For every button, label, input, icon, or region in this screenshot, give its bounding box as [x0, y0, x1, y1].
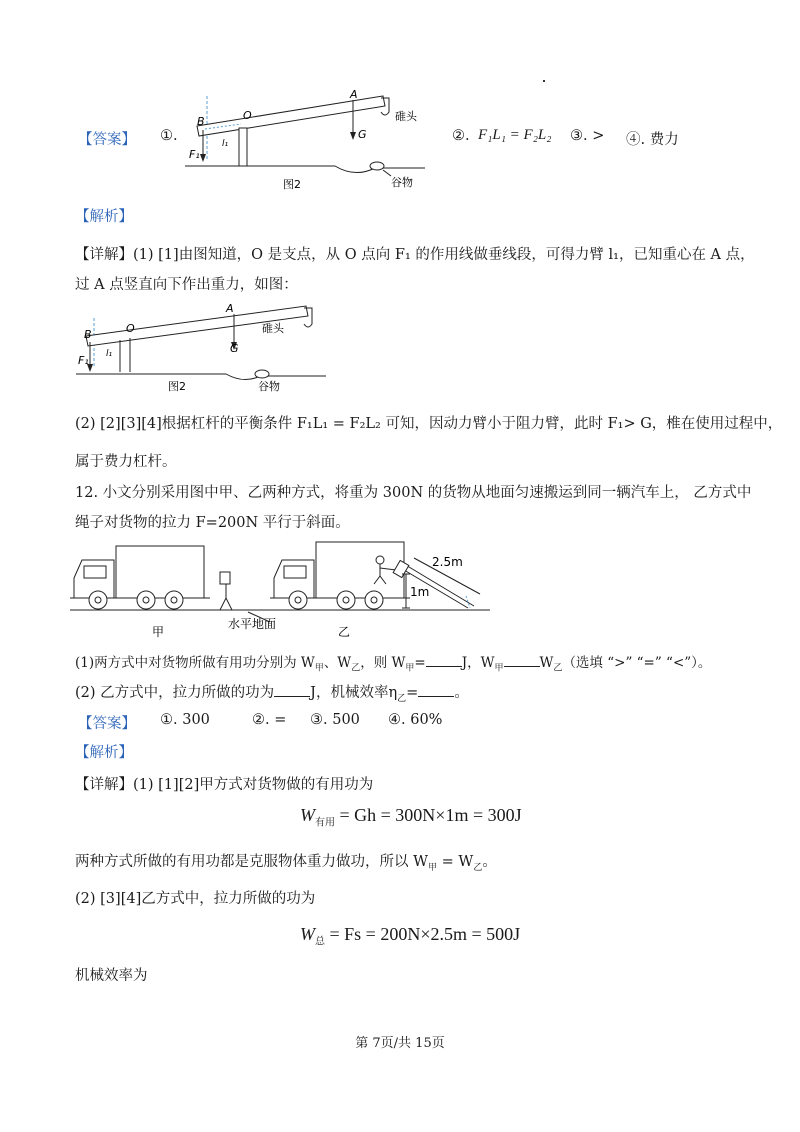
text2-a: 两种方式所做的有用功都是克服物体重力做功，所以 W: [75, 854, 429, 870]
eq1-rest: = Gh = 300N×1m = 300J: [335, 805, 522, 825]
sub2-b: J，机械效率η: [310, 685, 398, 701]
blank-1[interactable]: [426, 652, 462, 667]
fig2-label-A: A: [226, 302, 234, 315]
equation-total-work: [300, 924, 520, 948]
text2-jia: 甲: [428, 862, 438, 873]
sub2-d: 。: [454, 685, 469, 701]
sub1-jia: 甲: [314, 663, 324, 674]
q12-stem-line1: 12. 小文分别采用图中甲、乙两种方式，将重为 300N 的货物从地面匀速搬运到同一辆汽车上， 乙方式中: [75, 485, 752, 501]
fig-caption: 图2: [283, 178, 301, 191]
q12-sub2: [75, 682, 469, 709]
fig-label-O: O: [243, 109, 252, 122]
fig-length-label: 2.5m: [432, 555, 463, 569]
sub1-a: (1)两方式中对货物所做有用功分别为 W: [75, 655, 315, 671]
q12-text2: [75, 852, 497, 878]
eq1-w: W: [300, 805, 315, 825]
sub1-g: （选填 “>” “=” “<”）。: [562, 655, 712, 671]
sub2-yi: 乙: [397, 693, 407, 704]
fig-label-pestle: 碓头: [395, 110, 417, 123]
eq2-sub: 总: [315, 936, 325, 948]
blank-4[interactable]: [418, 682, 454, 697]
blank-2[interactable]: [504, 652, 540, 667]
stray-dot: [543, 80, 545, 82]
fig-height-label: 1m: [410, 585, 430, 599]
answer-4: ④. 费力: [626, 132, 679, 148]
q12-answer-4: ④. 60%: [388, 712, 443, 728]
sub1-yi-2: 乙: [553, 663, 563, 674]
lever-figure-detail: [76, 300, 326, 396]
sub1-d: =: [414, 655, 426, 671]
answer-label-top: 【答案】: [78, 132, 136, 148]
fig2-label-l1: l₁: [106, 349, 113, 359]
sub1-f: W: [539, 655, 554, 671]
sub1-jia-2: 甲: [405, 663, 415, 674]
fig-label-G: G: [358, 128, 367, 141]
eq1-sub: 有用: [315, 817, 335, 829]
q12-detail1: [75, 775, 373, 795]
q12-truck-figure: [70, 538, 490, 642]
sub1-jia-3: 甲: [494, 663, 504, 674]
q12-detail2: (2) [3][4]乙方式中，拉力所做的功为: [75, 891, 316, 907]
detail-label-q12: 【详解】: [75, 777, 133, 793]
answer-2-formula: F₁L₁ = F₂L₂: [478, 127, 552, 143]
q12-detail1-text: (1) [1][2]甲方式对货物做的有用功为: [133, 777, 374, 793]
answer-1: ①.: [160, 128, 178, 144]
q12-answer-1: ①. 300: [160, 712, 210, 728]
fig2-label-pestle: 碓头: [262, 322, 284, 335]
q11-p1-line2: 过 A 点竖直向下作出重力，如图：: [75, 277, 298, 293]
equation-useful-work: [300, 805, 522, 829]
fig-label-l1: l₁: [222, 139, 229, 149]
q11-p2-line2: 属于费力杠杆。: [75, 454, 177, 470]
lever-figure-top: [185, 88, 425, 192]
fig2-label-grain: 谷物: [258, 380, 280, 393]
page-footer: 第 7页/共 15页: [355, 1036, 445, 1051]
fig-label-A: A: [350, 88, 358, 101]
text2-end: 。: [482, 854, 497, 870]
answer-2-prefix: ②.: [452, 128, 470, 144]
fig-label-grain: 谷物: [391, 176, 413, 189]
answer-label-q12: 【答案】: [78, 716, 136, 732]
sub1-b: 、W: [323, 655, 352, 671]
q12-answer-3: ③. 500: [310, 712, 360, 728]
eq2-rest: = Fs = 200N×2.5m = 500J: [325, 924, 521, 944]
q11-p1-line1: (1) [1]由图知道，O 是支点，从 O 点向 F₁ 的作用线做垂线段，可得力臂 l₁，已知重心在 A 点，: [133, 247, 755, 263]
fig-ground-label: 水平地面: [228, 617, 277, 631]
text2-mid: = W: [437, 854, 474, 870]
analysis-label-q11: 【解析】: [75, 209, 133, 225]
q12-stem-line2: 绳子对货物的拉力 F=200N 平行于斜面。: [75, 515, 350, 531]
blank-3[interactable]: [274, 682, 310, 697]
q12-answer-2: ②. =: [252, 712, 287, 728]
q12-text3: 机械效率为: [75, 968, 148, 984]
text2-yi: 乙: [473, 862, 483, 873]
q11-detail-line1: [75, 245, 755, 265]
analysis-label-q12: 【解析】: [75, 745, 133, 761]
sub2-c: =: [406, 685, 419, 701]
fig-yi-label: 乙: [338, 625, 351, 639]
sub2-a: (2) 乙方式中，拉力所做的功为: [75, 685, 275, 701]
fig-label-B: B: [197, 115, 205, 128]
answer-3: ③. >: [570, 128, 605, 144]
fig-label-F1: F₁: [189, 148, 200, 161]
fig-jia-label: 甲: [152, 625, 165, 639]
sub1-e: J，W: [461, 655, 495, 671]
fig2-label-G: G: [230, 342, 239, 355]
sub1-c: ，则 W: [360, 655, 406, 671]
fig2-label-F1: F₁: [78, 354, 89, 367]
fig2-caption: 图2: [168, 380, 186, 393]
fig2-label-O: O: [126, 322, 135, 335]
q11-p2-line1: (2) [2][3][4]根据杠杆的平衡条件 F₁L₁ = F₂L₂ 可知，因动力臂小于阻力臂，此时 F₁> G，椎在使用过程中，: [75, 416, 783, 432]
sub1-yi: 乙: [351, 663, 361, 674]
detail-label-q11: 【详解】: [75, 247, 133, 263]
q12-sub1: [75, 652, 711, 679]
eq2-w: W: [300, 924, 315, 944]
fig2-label-B: B: [84, 328, 92, 341]
